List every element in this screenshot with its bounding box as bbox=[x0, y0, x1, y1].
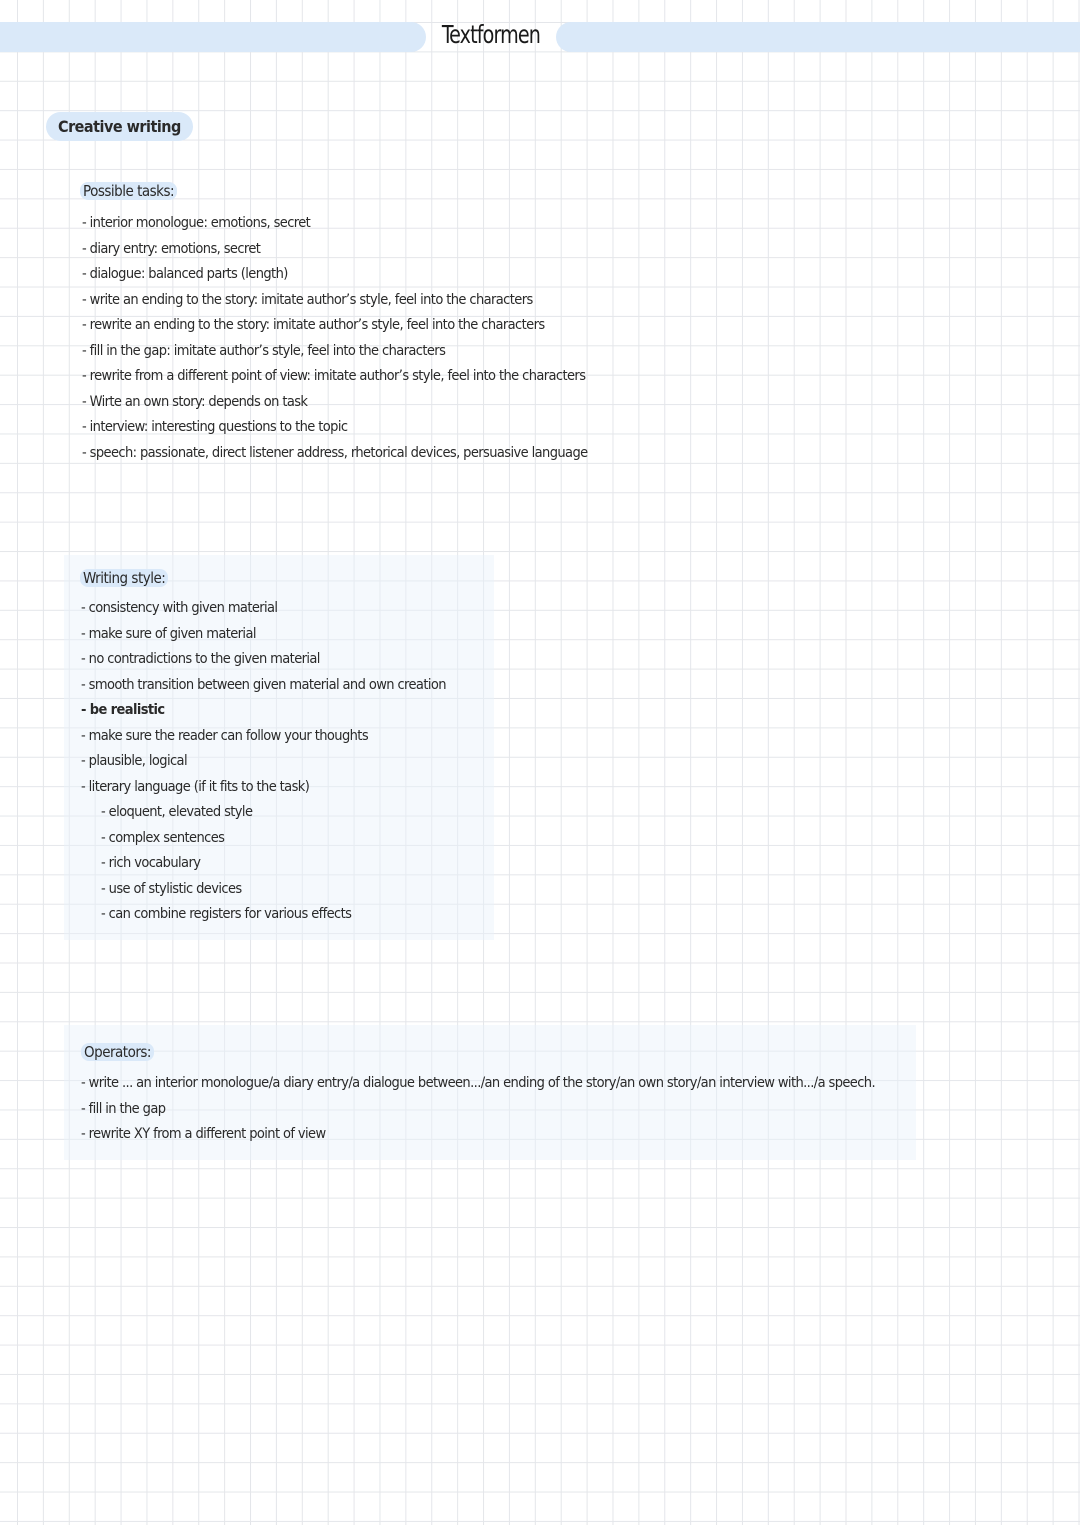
list-item: - rewrite from a different point of view: imitate author’s style, feel into the characters bbox=[82, 368, 586, 384]
list-item: - write ... an interior monologue/a diary entry/a dialogue between.../an ending of the story/an own story/an interview with.../a speech. bbox=[81, 1075, 876, 1091]
list-item: - speech: passionate, direct listener address, rhetorical devices, persuasive language bbox=[82, 444, 588, 461]
writing-style-heading-text: Writing style: bbox=[80, 569, 168, 587]
operators-heading bbox=[81, 1043, 154, 1061]
list-item: - fill in the gap bbox=[81, 1100, 166, 1117]
section-title: Creative writing bbox=[46, 112, 193, 141]
list-item: - literary language (if it fits to the task) bbox=[81, 778, 310, 795]
list-item: - interview: interesting questions to the topic bbox=[82, 419, 348, 435]
possible-tasks-list bbox=[82, 211, 588, 466]
operators-list bbox=[81, 1071, 875, 1148]
list-item: - diary entry: emotions, secret bbox=[82, 240, 261, 257]
list-item: - smooth transition between given material and own creation bbox=[81, 676, 446, 693]
list-item: - Wirte an own story: depends on task bbox=[82, 393, 308, 410]
list-item: - fill in the gap: imitate author’s style, feel into the characters bbox=[82, 342, 446, 359]
list-item: - complex sentences bbox=[101, 829, 225, 846]
list-item: - be realistic bbox=[81, 702, 165, 718]
list-item: - make sure the reader can follow your thoughts bbox=[81, 727, 369, 744]
list-item: - write an ending to the story: imitate author’s style, feel into the characters bbox=[82, 291, 533, 308]
list-item: - dialogue: balanced parts (length) bbox=[82, 266, 288, 282]
list-item: - consistency with given material bbox=[81, 600, 278, 616]
possible-tasks-heading bbox=[80, 182, 177, 200]
title-banner-left bbox=[0, 22, 426, 52]
title-banner-right bbox=[556, 22, 1080, 52]
operators-heading-text: Operators: bbox=[81, 1043, 154, 1061]
writing-style-heading bbox=[80, 569, 168, 587]
list-item: - rewrite an ending to the story: imitate author’s style, feel into the characters bbox=[82, 317, 545, 333]
list-item: - can combine registers for various effects bbox=[101, 906, 352, 922]
list-item: - use of stylistic devices bbox=[101, 880, 242, 897]
list-item: - interior monologue: emotions, secret bbox=[82, 215, 311, 231]
list-item: - rewrite XY from a different point of view bbox=[81, 1126, 326, 1142]
list-item: - eloquent, elevated style bbox=[101, 804, 253, 820]
list-item: - make sure of given material bbox=[81, 625, 256, 642]
writing-style-list bbox=[81, 596, 446, 928]
possible-tasks-heading-text: Possible tasks: bbox=[80, 182, 177, 200]
page-title: Textformen bbox=[441, 20, 541, 49]
list-item: - no contradictions to the given material bbox=[81, 651, 320, 667]
list-item: - plausible, logical bbox=[81, 753, 187, 769]
list-item: - rich vocabulary bbox=[101, 855, 201, 871]
